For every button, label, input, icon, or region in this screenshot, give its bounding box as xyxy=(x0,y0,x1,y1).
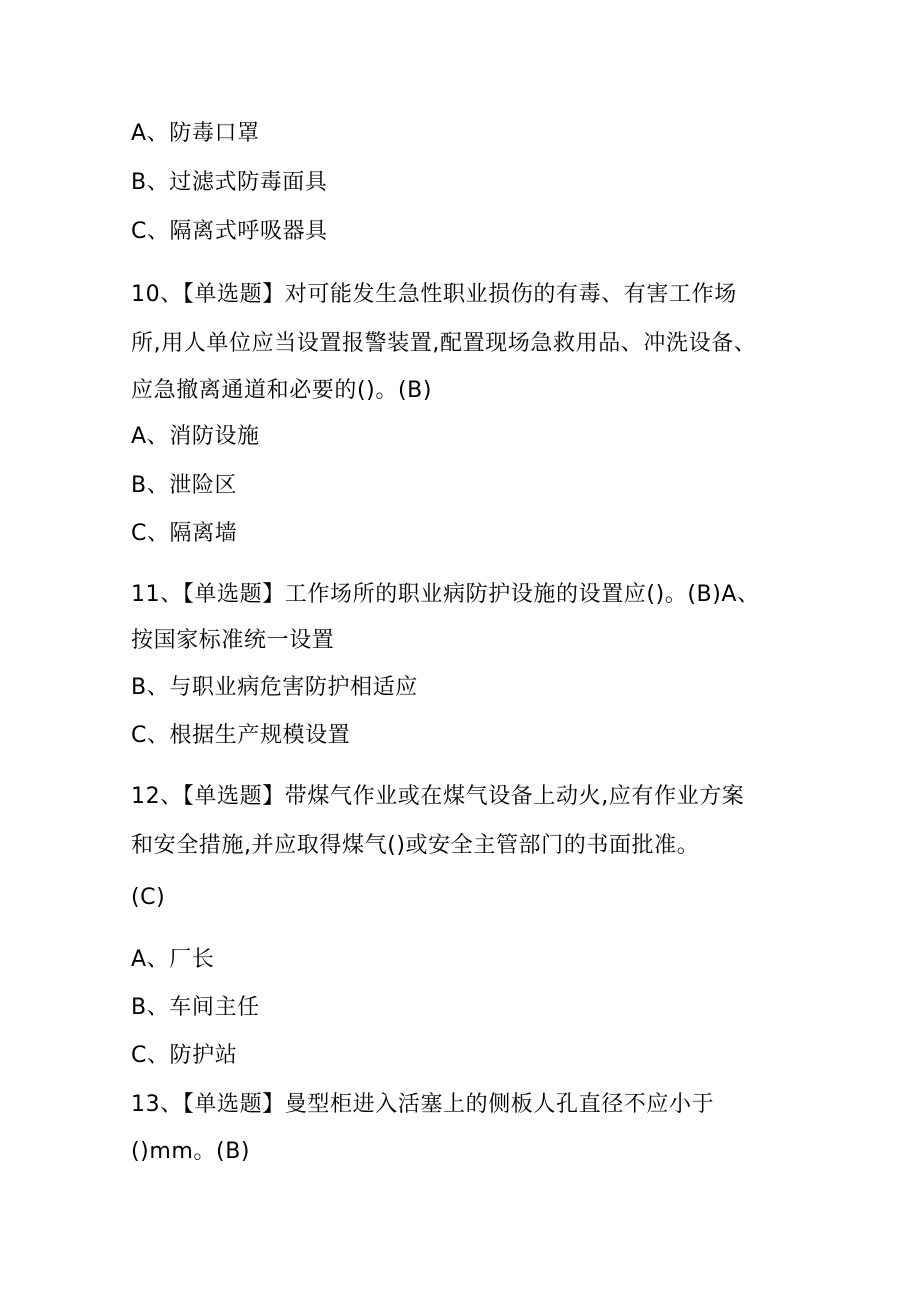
q13-stem-line-1: 13、【单选题】曼型柜进入活塞上的侧板人孔直径不应小于 xyxy=(131,1092,715,1117)
q12-answer: (C) xyxy=(131,885,166,910)
q11-option-c: C、根据生产规模设置 xyxy=(131,723,351,748)
q10-stem-line-3: 应急撤离通道和必要的()。(B) xyxy=(131,378,433,403)
q9-option-b: B、过滤式防毒面具 xyxy=(131,170,328,195)
q10-stem-line-1: 10、【单选题】对可能发生急性职业损伤的有毒、有害工作场 xyxy=(131,282,737,307)
q12-option-b: B、车间主任 xyxy=(131,995,260,1020)
q11-stem-line-2: 按国家标准统一设置 xyxy=(131,628,335,653)
q10-option-a: A、消防设施 xyxy=(131,424,260,449)
q12-option-c: C、防护站 xyxy=(131,1043,238,1068)
q10-option-c: C、隔离墙 xyxy=(131,521,238,546)
q9-option-a: A、防毒口罩 xyxy=(131,121,260,146)
q11-stem-line-1: 11、【单选题】工作场所的职业病防护设施的设置应()。(B)A、 xyxy=(131,582,760,607)
q13-stem-line-2: ()mm。(B) xyxy=(131,1139,251,1164)
q9-option-c: C、隔离式呼吸器具 xyxy=(131,219,328,244)
q12-stem-line-2: 和安全措施,并应取得煤气()或安全主管部门的书面批准。 xyxy=(131,833,700,858)
q10-stem-line-2: 所,用人单位应当设置报警装置,配置现场急救用品、冲洗设备、 xyxy=(131,331,757,356)
q12-option-a: A、厂长 xyxy=(131,947,215,972)
q11-option-b: B、与职业病危害防护相适应 xyxy=(131,675,418,700)
q12-stem-line-1: 12、【单选题】带煤气作业或在煤气设备上动火,应有作业方案 xyxy=(131,784,745,809)
q10-option-b: B、泄险区 xyxy=(131,473,238,498)
